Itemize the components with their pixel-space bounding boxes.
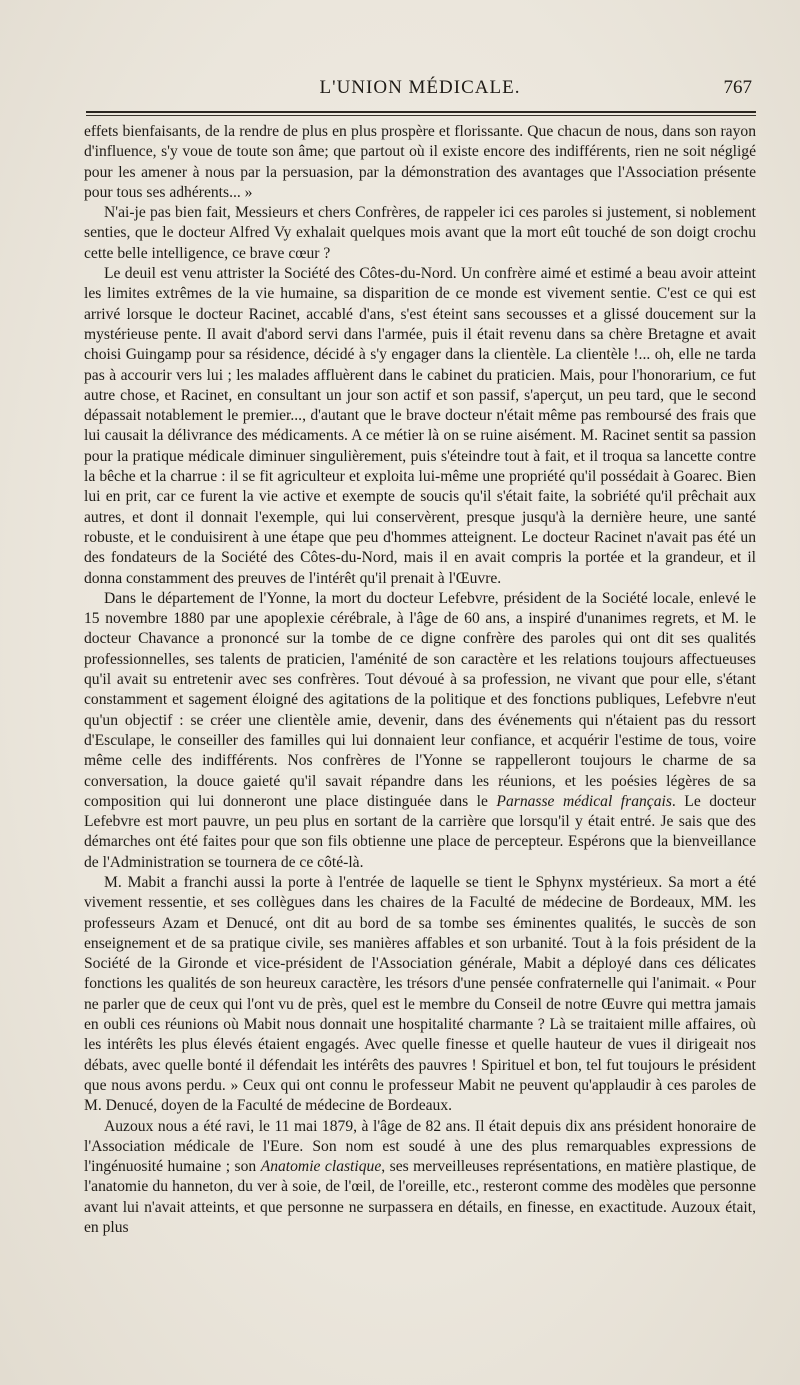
paragraph-racinet: Le deuil est venu attrister la Société des Côtes-du-Nord. Un confrère aimé et estimé a beau avoir atteint les limites extrêmes de la vie humaine, sa disparition de ce monde est vivement sentie. C'est ce qui est arrivé lorsque le docteur Racinet, accablé d'ans, s'est éteint sans secousses et a glissé doucement sur la mystérieuse pente. Il avait d'abord servi dans l'armée, puis il était revenu dans sa chère Bretagne et avait choisi Guingamp pour sa résidence, décidé à s'y engager dans la clientèle. La clientèle !... oh, elle ne tarda pas à accourir vers lui ; les malades affluèrent dans le cabinet du praticien. Mais, pour l'honorarium, ce fut autre chose, et Racinet, en consultant un jour son actif et son passif, s'aperçut, un peu tard, que le second dépassait notablement le premier..., d'autant que le brave docteur n'était même pas remboursé des frais que lui causait la délivrance des médicaments. A ce métier là on se ruine aisément. M. Racinet sentit sa passion pour la pratique médicale diminuer singulièrement, puis s'éteindre tout à fait, et il troqua sa lancette contre la bêche et la charrue : il se fit agriculteur et exploita lui-même une propriété qu'il possédait à Goarec. Bien lui en prit, car ce furent la vie active et exempte de soucis qu'il s'était faite, la sobriété qu'il prêchait aux autres, et dont il donnait l'exemple, qui lui conservèrent, presque jusqu'à la dernière heure, une santé robuste, et le conduisirent à une étape que peu d'hommes atteignent. Le docteur Racinet n'avait pas été un des fondateurs de la Société des Côtes-du-Nord, mais il en avait compris la portée et la grandeur, et il donna constamment des preuves de l'intérêt qu'il prenait à l'Œuvre. — [84, 265, 756, 587]
paragraph-mabit: M. Mabit a franchi aussi la porte à l'entrée de laquelle se tient le Sphynx mystérieux. Sa mort a été vivement ressentie, et ses collègues dans les chaires de la Faculté de médecine de Bordeaux, MM. les professeurs Azam et Denucé, ont dit au bord de sa tombe ses éminentes qualités, le succès de son enseignement et de sa pratique civile, ses manières affables et son urbanité. Tout à la fois président de la Société de la Gironde et vice-président de l'Association générale, Mabit a déployé dans ces délicates fonctions les qualités de son heureux caractère, les trésors d'une pensée confraternelle qui l'animait. « Pour ne parler que de ceux qui l'ont vu de près, quel est le membre du Conseil de notre Œuvre qui mettra jamais en oubli ces réunions où Mabit nous donnait une hospitalité charmante ? Là se traitaient mille affaires, où les intérêts les plus élevés étaient engagés. Avec quelle finesse et quelle hauteur de vues il dirigeait nos débats, avec quelle bonté il défendait les intérêts des pauvres ! Spirituel et bon, tel fut toujours le président que nous avons perdu. » Ceux qui ont connu le professeur Mabit ne peuvent qu'applaudir à ces paroles de M. Denucé, doyen de la Faculté de médecine de Bordeaux. — [84, 873, 756, 1115]
body-text — [84, 122, 756, 1238]
header-rule — [86, 111, 756, 113]
running-title: L'UNION MÉDICALE. — [319, 77, 521, 98]
paragraph-auzoux: Auzoux nous a été ravi, le 11 mai 1879, à l'âge de 82 ans. Il était depuis dix ans président honoraire de l'Association médicale de l'Eure. Son nom est soudé à une des plus remarquables expressions de l'ingénuosité humaine ; son Anatomie clastique, ses merveilleuses représentations, en matière plastique, de l'anatomie du hanneton, du ver à soie, de l'œil, de l'oreille, etc., resteront comme des modèles que personne avant lui n'avait atteints, et que personne ne surpassera en détails, en finesse, en exactitude. Auzoux était, en plus — [84, 1117, 757, 1237]
italic-title-parnasse: Parnasse médical français — [496, 792, 672, 810]
header-rule-thin — [86, 115, 756, 116]
page-number: 767 — [723, 77, 752, 98]
italic-title-anatomie: Anatomie clastique — [260, 1158, 382, 1176]
page-header — [84, 76, 756, 102]
paragraph-lefebvre: Dans le département de l'Yonne, la mort du docteur Lefebvre, président de la Société locale, enlevé le 15 novembre 1880 par une apoplexie cérébrale, à l'âge de 60 ans, a inspiré d'unanimes regrets, et M. le docteur Chavance a prononcé sur la tombe de ce digne confrère des paroles qui ont dit ses qualités professionnelles, ses talents de praticien, l'aménité de son caractère et les relations toujours affectueuses qu'il avait su entretenir avec ses confrères. Tout dévoué à sa profession, ne vivant que pour elle, s'étant constamment et sagement éloigné des agitations de la politique et des fonctions publiques, Lefebvre n'eut qu'un objectif : se créer une clientèle amie, devenir, dans des événements qui n'étaient pas du ressort d'Esculape, le conseiller des familles qui lui donnaient leur confiance, et acquérir l'estime de tous, voire même celle des indifférents. Nos confrères de l'Yonne se rappelleront toujours le charme de sa conversation, la douce gaieté qu'il savait répandre dans les réunions, et les poésies légères de sa composition qui lui donneront une place distinguée dans le Parnasse médical français. Le docteur Lefebvre est mort pauvre, un peu plus en sortant de la carrière que lorsqu'il y était entré. Je sais que des démarches ont été faites pour que son fils obtienne une place de percepteur. Espérons que la bienveillance de l'Administration se tournera de ce côté-là. — [84, 589, 756, 871]
paragraph-alfred-vy: N'ai-je pas bien fait, Messieurs et chers Confrères, de rappeler ici ces paroles si justement, si noblement senties, que le docteur Alfred Vy exhalait quelques mois avant que la mort eût touché de son doigt crochu cette belle intelligence, ce brave cœur ? — [84, 204, 756, 262]
paragraph-association-appeal: effets bienfaisants, de la rendre de plus en plus prospère et florissante. Que chacun de nous, dans son rayon d'influence, s'y voue de toute son âme; que partout où il existe encore des indifférents, rien ne soit négligé pour les amener à nous par la persuasion, par la démonstration des avantages que l'Association présente pour tous ses adhérents... » — [84, 123, 756, 201]
